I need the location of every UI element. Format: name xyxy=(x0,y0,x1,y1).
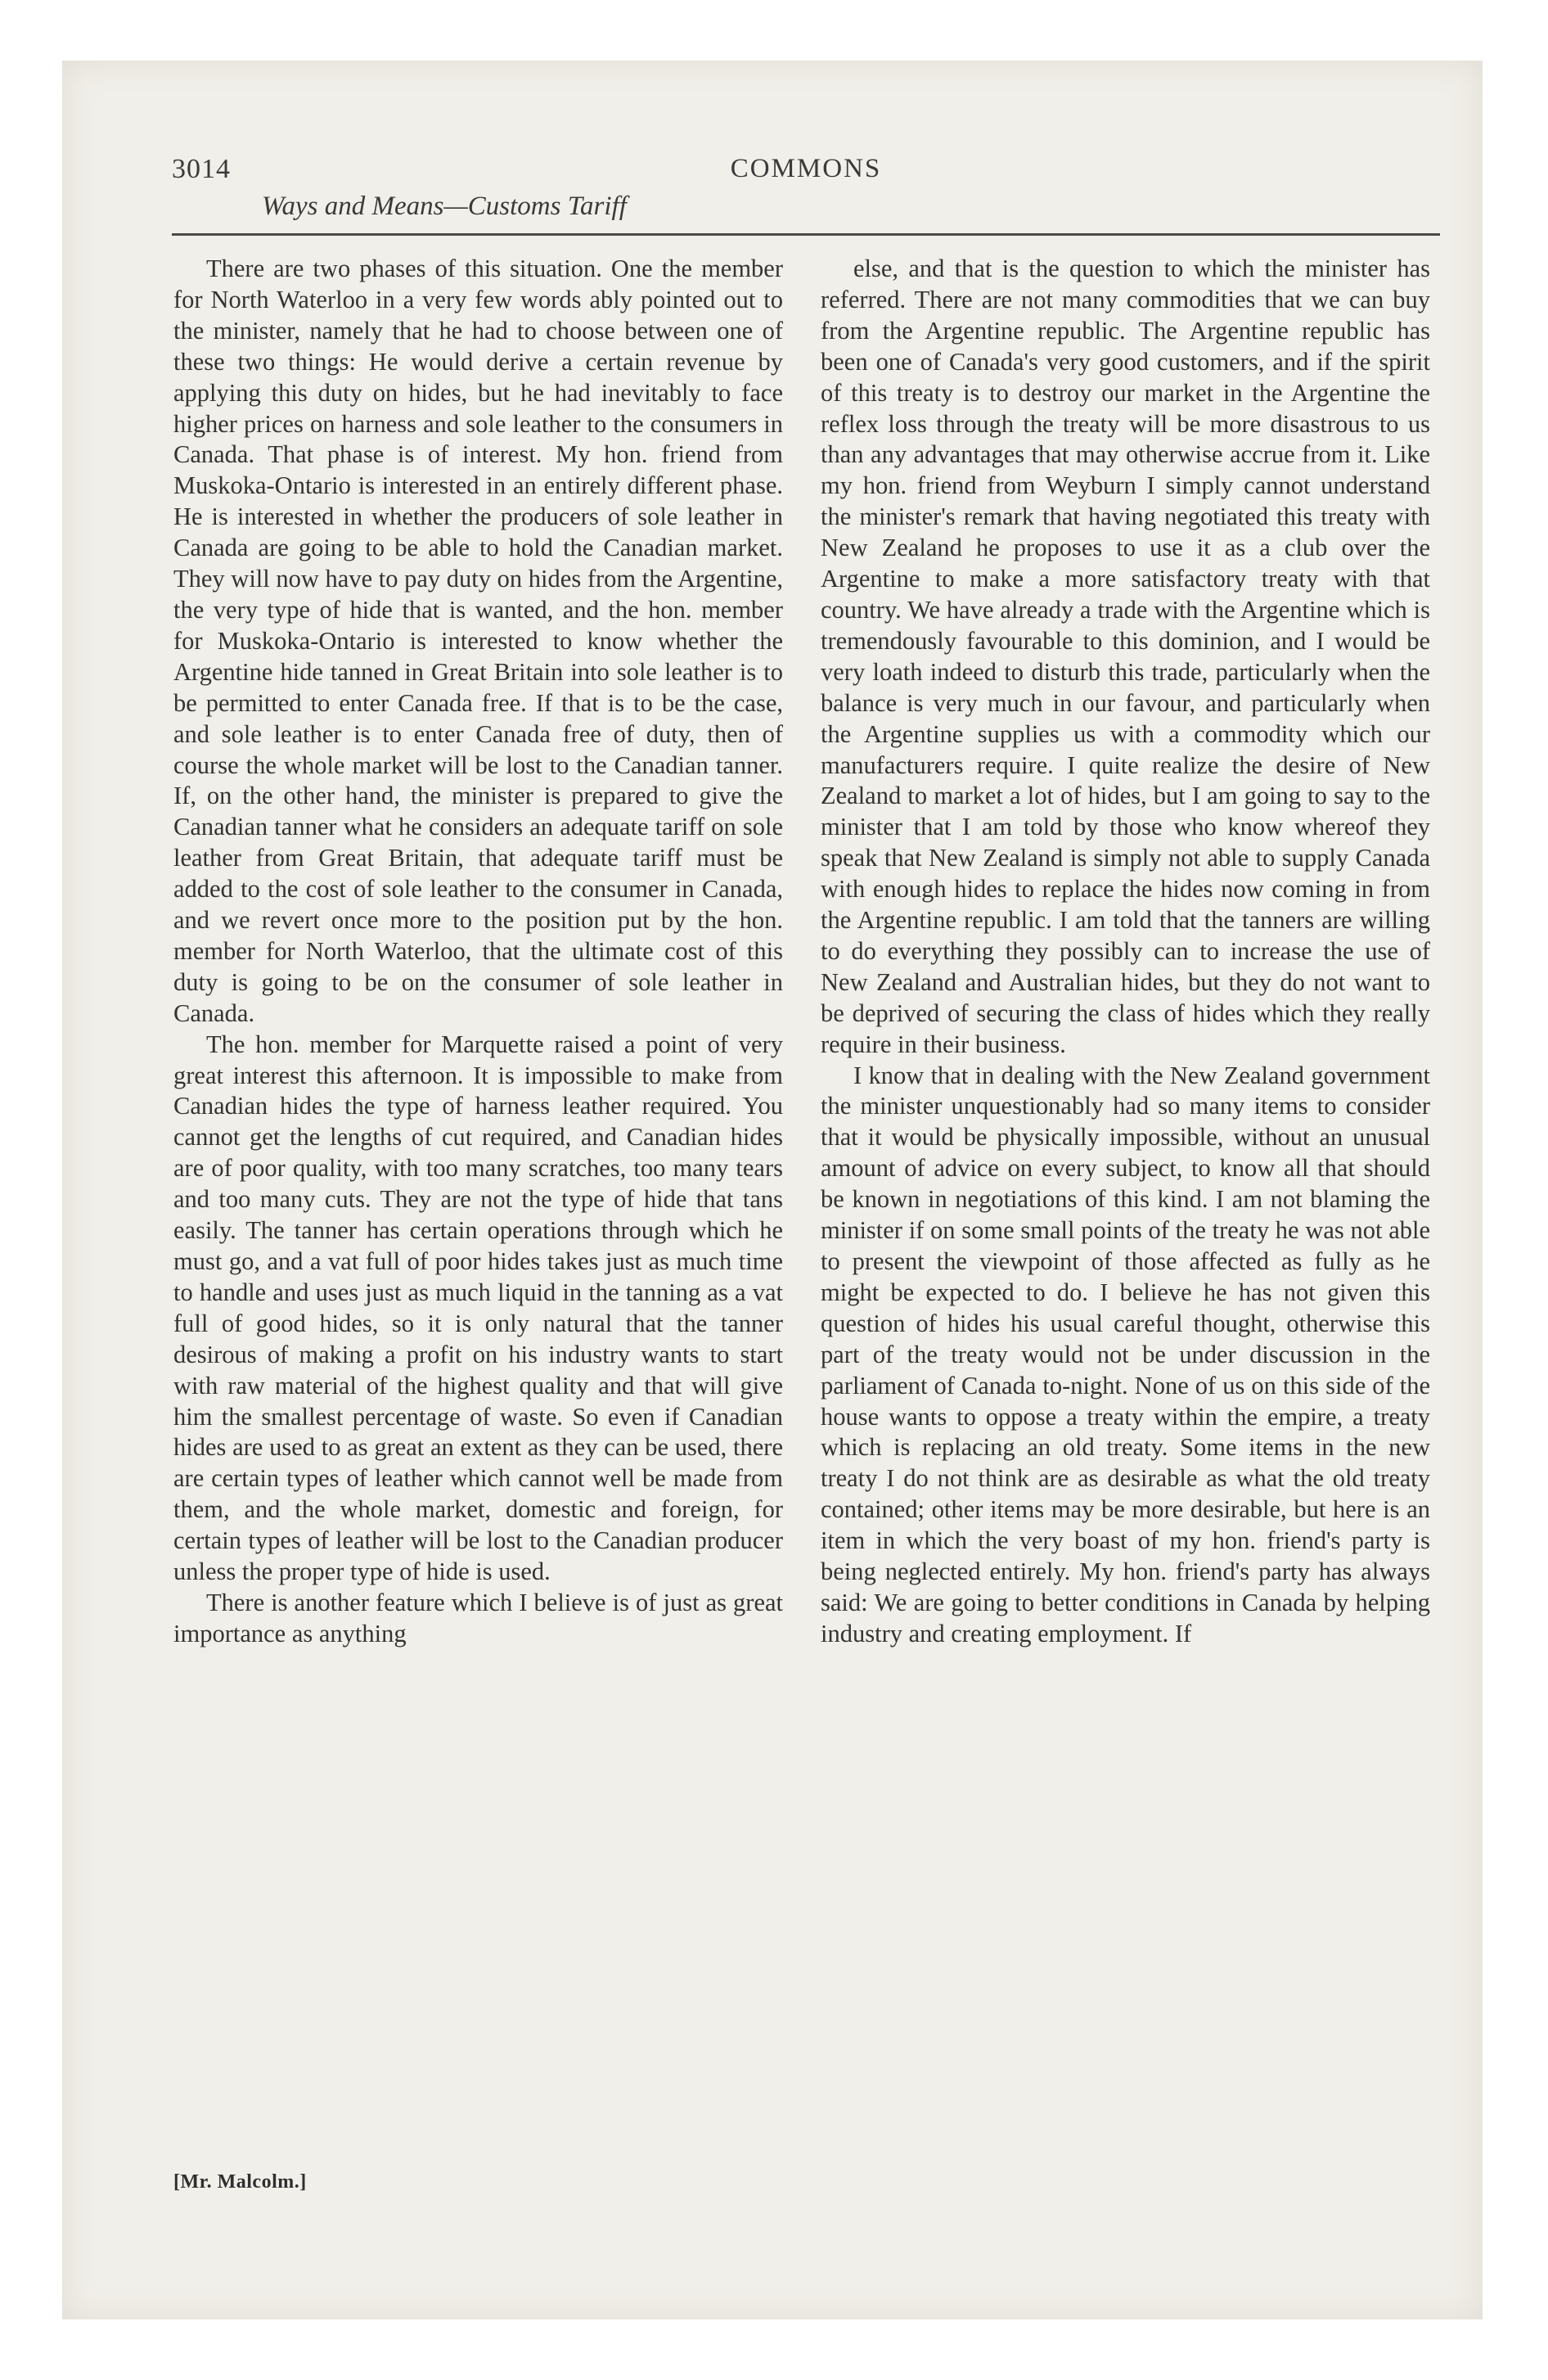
page-number: 3014 xyxy=(172,154,231,184)
header-rule xyxy=(172,233,1440,236)
paragraph: There are two phases of this situation. One the member for North Waterloo in a very few words ably pointed out to the minister, namely that he had to choose between one of these two things: He would derive a certain revenue by applying this duty on hides, but he had inevitably to face higher prices on harness and sole leather to the consumers in Canada. That phase is of interest. My hon. friend from Muskoka-Ontario is interested in an entirely different phase. He is interested in whether the producers of sole leather in Canada are going to be able to hold the Canadian market. They will now have to pay duty on hides from the Argentine, the very type of hide that is wanted, and the hon. member for Muskoka-Ontario is interested to know whether the Argentine hide tanned in Great Britain into sole leather is to be permitted to enter Canada free. If that is to be the case, and sole leather is to enter Canada free of duty, then of course the whole market will be lost to the Canadian tanner. If, on the other hand, the minister is prepared to give the Canadian tanner what he considers an adequate tariff on sole leather from Great Britain, that adequate tariff must be added to the cost of sole leather to the consumer in Canada, and we revert once more to the position put by the hon. member for North Waterloo, that the ultimate cost of this duty is going to be on the consumer of sole leather in Canada. xyxy=(173,255,783,1027)
paragraph: I know that in dealing with the New Zealand government the minister unquestionably had so many items to consider that it would be physically impossible, without an unusual amount of advice on every subject, to know all that should be known in negotiations of this kind. I am not blaming the minister if on some small points of the treaty he was not able to present the viewpoint of those affected as fully as he might be expected to do. I believe he has not given this question of hides his usual careful thought, otherwise this part of the treaty would not be under discussion in the parliament of Canada to-night. None of us on this side of the house wants to oppose a treaty within the empire, a treaty which is replacing an old treaty. Some items in the new treaty I do not think are as desirable as what the old treaty contained; other items may be more desirable, but here is an item in which the very boast of my hon. friend's party is being neglected entirely. My hon. friend's party has always said: We are going to better conditions in Canada by helping industry and creating employment. If xyxy=(821,1061,1430,1648)
speaker-tag: [Mr. Malcolm.] xyxy=(173,2171,307,2193)
right-column xyxy=(821,254,1430,1650)
left-column xyxy=(173,254,783,1650)
page-header xyxy=(172,147,1440,229)
paragraph: The hon. member for Marquette raised a point of very great interest this afternoon. It is impossible to make from Canadian hides the type of harness leather required. You cannot get the lengths of cut required, and Canadian hides are of poor quality, with too many scratches, too many tears and too many cuts. They are not the type of hide that tans easily. The tanner has certain operations through which he must go, and a vat full of poor hides takes just as much time to handle and uses just as much liquid in the tanning as a vat full of good hides, so it is only natural that the tanner desirous of making a profit on his industry wants to start with raw material of the highest quality and that will give him the smallest percentage of waste. So even if Canadian hides are used to as great an extent as they can be used, there are certain types of leather which cannot well be made from them, and the whole market, domestic and foreign, for certain types of leather will be lost to the Canadian producer unless the proper type of hide is used. xyxy=(173,1030,783,1586)
running-title: COMMONS xyxy=(730,154,882,183)
paragraph: else, and that is the question to which the minister has referred. There are not many commodities that we can buy from the Argentine republic. The Argentine republic has been one of Canada's very good customers, and if the spirit of this treaty is to destroy our market in the Argentine the reflex loss through the treaty will be more disastrous to us than any advantages that may otherwise accrue from it. Like my hon. friend from Weyburn I simply cannot understand the minister's remark that having negotiated this treaty with New Zealand he proposes to use it as a club over the Argentine to make a more satisfactory treaty with that country. We have already a trade with the Argentine which is tremendously favourable to this dominion, and I would be very loath indeed to disturb this trade, particularly when the balance is very much in our favour, and particularly when the Argentine supplies us with a commodity which our manufacturers require. I quite realize the desire of New Zealand to market a lot of hides, but I am going to say to the minister that I am told by those who know whereof they speak that New Zealand is simply not able to supply Canada with enough hides to replace the hides now coming in from the Argentine republic. I am told that the tanners are willing to do everything they possibly can to increase the use of New Zealand and Australian hides, but they do not want to be deprived of securing the class of hides which they really require in their business. xyxy=(821,255,1430,1058)
paragraph: There is another feature which I believe is of just as great importance as anything xyxy=(173,1588,783,1648)
section-title: Ways and Means—Customs Tariff xyxy=(262,192,627,221)
